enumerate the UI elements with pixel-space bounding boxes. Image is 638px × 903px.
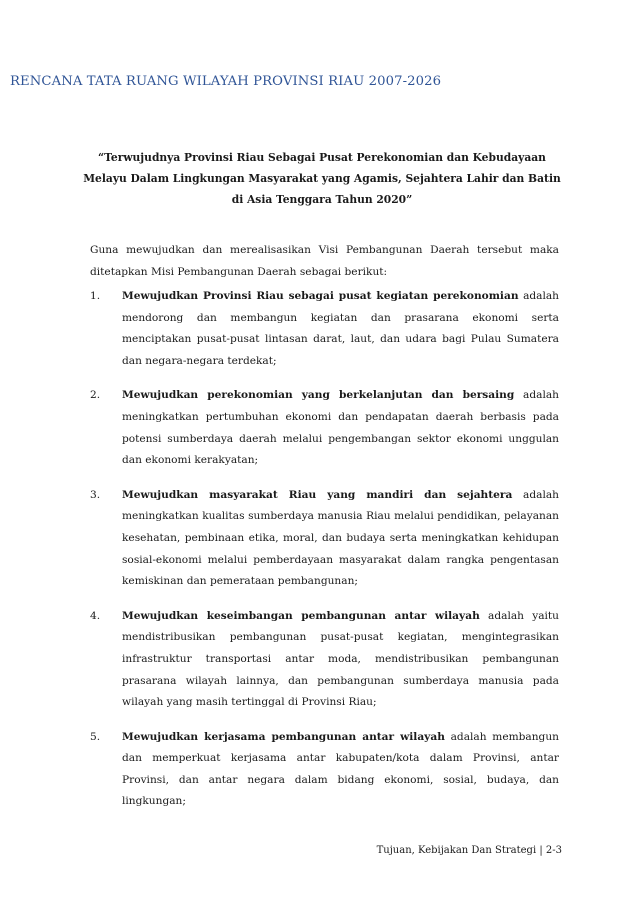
mission-title: Mewujudkan perekonomian yang berkelanjutan dan bersaing bbox=[122, 389, 515, 402]
mission-item bbox=[90, 385, 559, 471]
mission-number: 1. bbox=[90, 290, 101, 302]
mission-body: adalah meningkatkan pertumbuhan ekonomi dan pendapatan daerah berbasis pada potensi sumberdaya daerah melalui pengembangan sektor ekonomi unggulan dan ekonomi kerakyatan; bbox=[122, 389, 560, 467]
document-header: RENCANA TATA RUANG WILAYAH PROVINSI RIAU 2007-2026 bbox=[10, 74, 442, 89]
mission-item bbox=[90, 286, 559, 372]
vision-statement: “Terwujudnya Provinsi Riau Sebagai Pusat Perekonomian dan Kebudayaan Melayu Dalam Lingkungan Masyarakat yang Agamis, Sejahtera Lahir dan Batin di Asia Tenggara Tahun 2020” bbox=[83, 151, 561, 206]
mission-body: adalah yaitu mendistribusikan pembangunan pusat-pusat kegiatan, mengintegrasikan infrastruktur transportasi antar moda, mendistribusikan pembangunan prasarana wilayah lainnya, dan pembangunan sumberdaya manusia pada wilayah yang masih tertinggal di Provinsi Riau; bbox=[122, 609, 559, 709]
intro-paragraph: Guna mewujudkan dan merealisasikan Visi Pembangunan Daerah tersebut maka ditetapkan Misi Pembangunan Daerah sebagai berikut: bbox=[90, 244, 559, 278]
mission-title: Mewujudkan kerjasama pembangunan antar wilayah bbox=[122, 730, 445, 743]
mission-title: Mewujudkan Provinsi Riau sebagai pusat kegiatan perekonomian bbox=[122, 290, 519, 302]
mission-body: adalah meningkatkan kualitas sumberdaya manusia Riau melalui pendidikan, pelayanan kesehatan, pembinaan etika, moral, dan budaya serta meningkatkan kehidupan sosial-ekonomi melalui pemberdayaan masyarakat dalam rangka pengentasan kemiskinan dan pemerataan pembangunan; bbox=[122, 488, 559, 588]
mission-number: 3. bbox=[90, 488, 101, 501]
mission-number: 2. bbox=[90, 389, 101, 402]
mission-list bbox=[90, 286, 559, 826]
mission-title: Mewujudkan keseimbangan pembangunan antar wilayah bbox=[122, 609, 480, 622]
mission-number: 4. bbox=[90, 609, 101, 622]
mission-body: adalah membangun dan memperkuat kerjasama antar kabupaten/kota dalam Provinsi, antar Provinsi, dan antar negara dalam bidang ekonomi, sosial, budaya, dan lingkungan; bbox=[122, 730, 559, 808]
mission-title: Mewujudkan masyarakat Riau yang mandiri dan sejahtera bbox=[122, 488, 513, 501]
mission-number: 5. bbox=[90, 730, 101, 743]
mission-item bbox=[90, 485, 559, 593]
page-footer: Tujuan, Kebijakan Dan Strategi | 2-3 bbox=[376, 845, 562, 856]
mission-item bbox=[90, 727, 559, 813]
mission-body: adalah mendorong dan membangun kegiatan dan prasarana ekonomi serta menciptakan pusat-pusat lintasan darat, laut, dan udara bagi Pulau Sumatera dan negara-negara terdekat; bbox=[122, 290, 560, 367]
mission-item bbox=[90, 606, 559, 714]
